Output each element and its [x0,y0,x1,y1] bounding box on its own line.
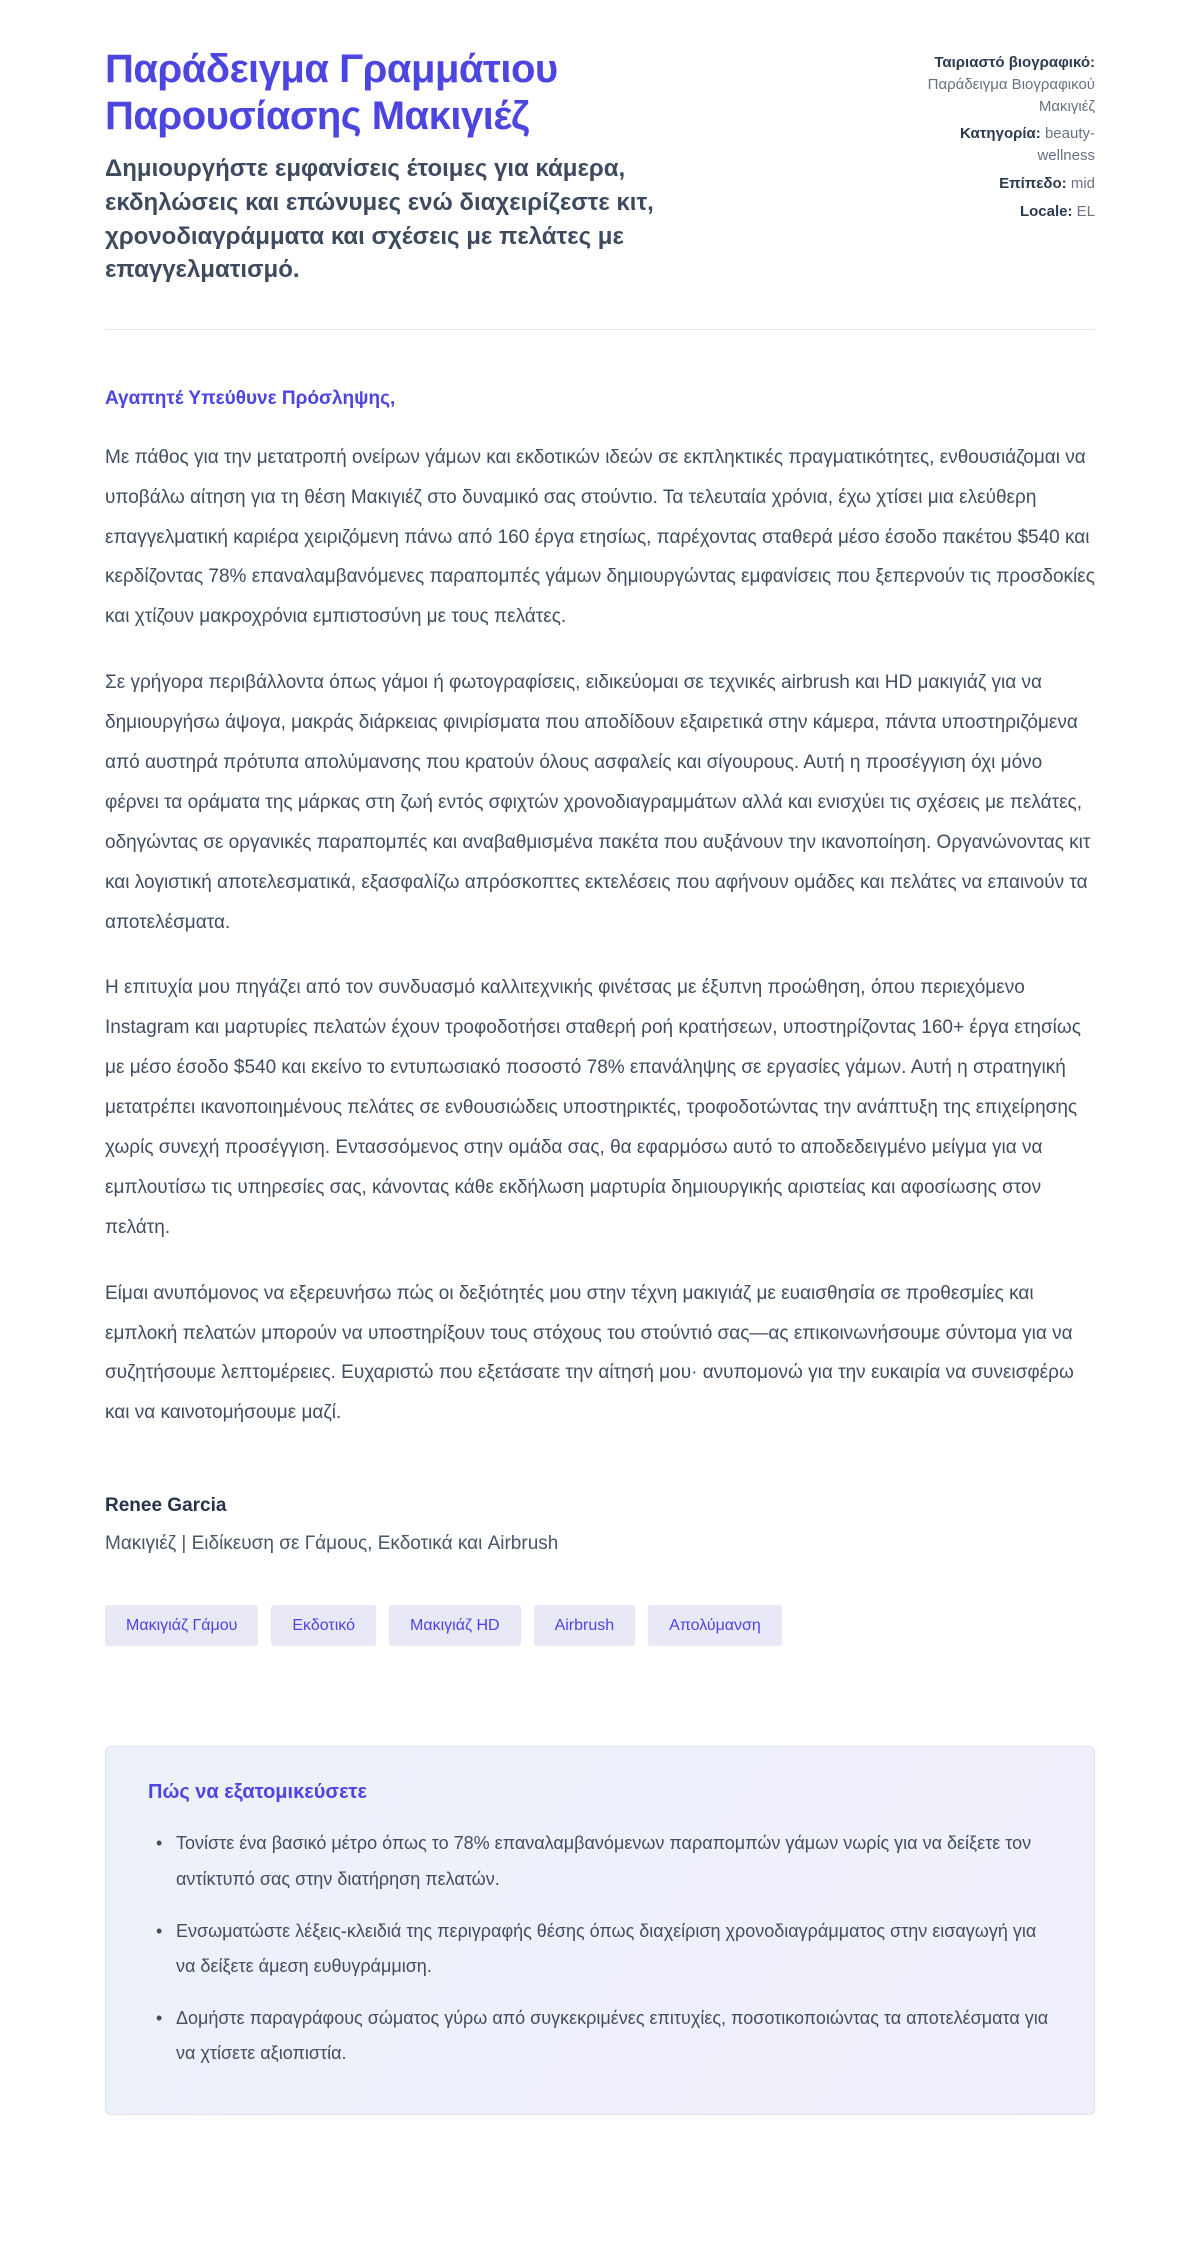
letter-paragraph: Σε γρήγορα περιβάλλοντα όπως γάμοι ή φωτογραφίσεις, ειδικεύομαι σε τεχνικές airbrush και HD μακιγιάζ για να δημιουργήσω άψογα, μακράς διάρκειας φινιρίσματα που αποδίδουν εξαιρετικά στην κάμερα, πάντα υποστηριζόμενα από αυστηρά πρότυπα απολύμανσης που κρατούν όλους ασφαλείς και σίγουρους. Αυτή η προσέγγιση όχι μόνο φέρνει τα οράματα της μάρκας στη ζωή εντός σφιχτών χρονοδιαγραμμάτων αλλά και ενισχύει τις σχέσεις με πελάτες, οδηγώντας σε οργανικές παραπομπές και αναβαθμισμένα πακέτα που αυξάνουν την ικανοποίηση. Οργανώνοντας κιτ και λογιστική αποτελεσματικά, εξασφαλίζω απρόσκοπτες εκτελέσεις που αφήνουν ομάδες και πελάτες να επαινούν τα αποτελέσματα. [105,672,1091,933]
meta-value: mid [1070,174,1095,192]
salutation: Αγαπητέ Υπεύθυνε Πρόσληψης, [105,387,396,409]
header-title-block [105,46,745,287]
meta-label: Επίπεδο: [999,174,1067,192]
tag-chip: Μακιγιάζ Γάμου [105,1605,258,1646]
tag-chip: Μακιγιάζ HD [389,1605,521,1646]
meta-level [915,173,1095,195]
letter-paragraph: Με πάθος για την μετατροπή ονείρων γάμων και εκδοτικών ιδεών σε εκπληκτικές πραγματικότητες, ενθουσιάζομαι να υποβάλω αίτηση για τη θέση Μακιγιέζ στο δυναμικό σας στούντιο. Τα τελευταία χρόνια, έχω χτίσει μια ελεύθερη επαγγελματική καριέρα χειριζόμενη πάνω από 160 έργα ετησίως, παρέχοντας σταθερά μέσο έσοδο πακέτου $540 και κερδίζοντας 78% επαναλαμβανόμενες παραπομπές γάμων δημιουργώντας εμφανίσεις που ξεπερνούν τις προσδοκίες και χτίζουν μακροχρόνια εμπιστοσύνη με τους πελάτες. [105,446,1095,628]
matching-resume-link[interactable]: Παράδειγμα Βιογραφικού Μακιγιέζ [927,75,1095,115]
page-subtitle: Δημιουργήστε εμφανίσεις έτοιμες για κάμερα, εκδηλώσεις και επώνυμες ενώ διαχειρίζεστε κιτ, χρονοδιαγράμματα και σχέσεις με πελάτες με επαγγελματισμό. [105,155,654,284]
tag-chip: Εκδοτικό [271,1605,376,1646]
meta-value: EL [1076,202,1095,220]
letter-body [105,330,1095,2115]
customize-tip: • Δομήστε παραγράφους σώματος γύρω από συγκεκριμένες επιτυχίες, ποσοτικοποιώντας τα αποτελέσματα για να χτίσετε αξιοπιστία. [154,2001,1052,2071]
customize-tip: • Ενσωματώστε λέξεις-κλειδιά της περιγραφής θέσης όπως διαχείριση χρονοδιαγράμματος στην εισαγωγή για να δείξετε άμεση ευθυγράμμιση. [154,1914,1052,1984]
page-header [105,46,1095,287]
meta-value: beauty-wellness [1037,125,1095,164]
meta-label: Κατηγορία: [960,125,1041,143]
meta-matching-resume [915,52,1095,117]
meta-label: Ταιριαστό βιογραφικό: [934,54,1095,71]
page-title: Παράδειγμα Γραμμάτιου Παρουσίασης Μακιγιέζ [105,47,558,139]
tag-list [105,1605,1095,1646]
meta-label: Locale: [1019,202,1073,220]
cover-letter-page [105,0,1095,2115]
meta-locale [915,201,1095,223]
letter-paragraph: Η επιτυχία μου πηγάζει από τον συνδυασμό καλλιτεχνικής φινέτσας με έξυπνη προώθηση, όπου περιεχόμενο Instagram και μαρτυρίες πελατών έχουν τροφοδοτήσει σταθερή ροή κρατήσεων, υποστηρίζοντας 160+ έργα ετησίως με μέσο έσοδο $540 και εκείνο το εντυπωσιακό ποσοστό 78% επανάληψης σε εργασίες γάμων. Αυτή η στρατηγική μετατρέπει ικανοποιημένους πελάτες σε ενθουσιώδεις υποστηρικτές, τροφοδοτώντας την ανάπτυξη της επιχείρησης χωρίς συνεχή προσέγγιση. Εντασσόμενος στην ομάδα σας, θα εφαρμόσω αυτό το αποδεδειγμένο μείγμα για να εμπλουτίσω τις υπηρεσίες σας, κάνοντας κάθε εκδήλωση μαρτυρία δημιουργικής αριστείας και αφοσίωσης στον πελάτη. [105,977,1081,1238]
customize-box [105,1746,1095,2115]
letter-paragraph: Είμαι ανυπόμονος να εξερευνήσω πώς οι δεξιότητές μου στην τέχνη μακιγιάζ με ευαισθησία σε προθεσμίες και εμπλοκή πελατών μπορούν να υποστηρίξουν τους στόχους του στούντιό σας—ας επικοινωνήσουμε σύντομα για να συζητήσουμε λεπτομέρειες. Ευχαριστώ που εξετάσατε την αίτησή μου· ανυπομονώ για την ευκαιρία να συνεισφέρω και να καινοτομήσουμε μαζί. [105,1282,1074,1424]
meta-category [915,123,1095,167]
signature-name: Renee Garcia [105,1495,227,1517]
meta-panel [915,52,1095,228]
customize-tip-list [148,1826,1052,2071]
customize-title: Πώς να εξατομικεύσετε [148,1781,367,1804]
signature-role: Μακιγιέζ | Ειδίκευση σε Γάμους, Εκδοτικά και Airbrush [105,1533,559,1555]
tag-chip: Airbrush [534,1605,636,1646]
customize-tip: • Τονίστε ένα βασικό μέτρο όπως το 78% επαναλαμβανόμενων παραπομπών γάμων νωρίς για να δείξετε τον αντίκτυπό σας στην διατήρηση πελατών. [154,1826,1052,1896]
tag-chip: Απολύμανση [648,1605,782,1646]
